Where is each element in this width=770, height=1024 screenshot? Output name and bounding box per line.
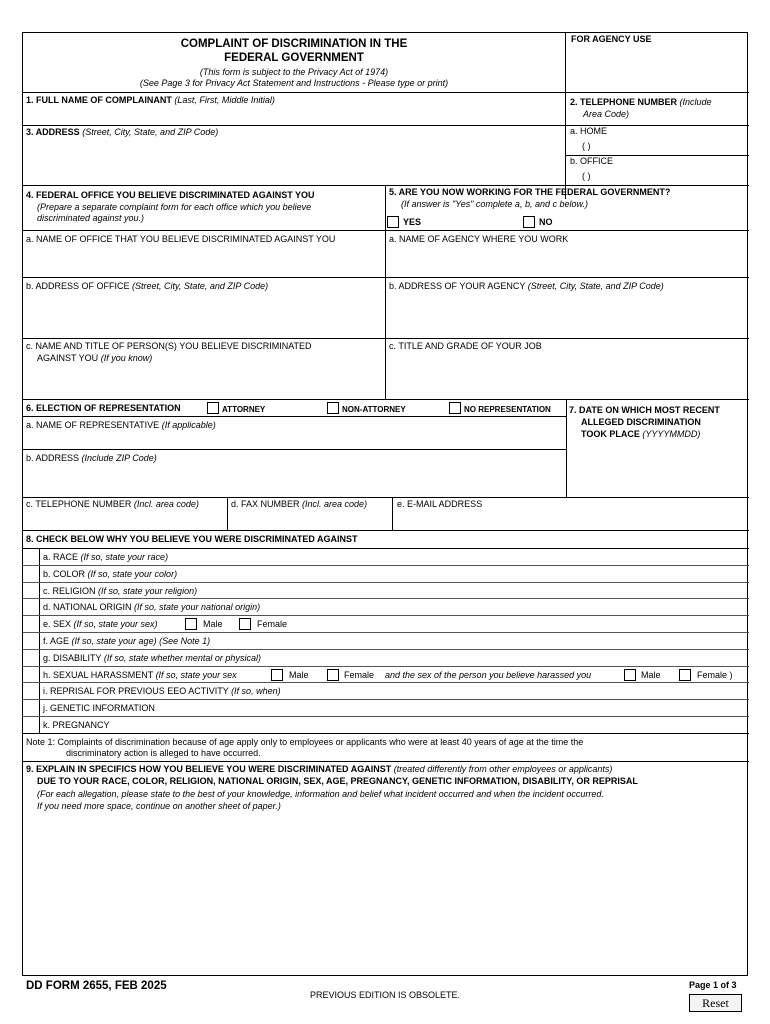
discrimination-basis-row [23, 549, 749, 566]
representative-email-field[interactable] [392, 511, 749, 529]
basis-checkbox[interactable] [23, 650, 40, 667]
home-phone-label: a. HOME [570, 126, 608, 136]
representative-name-field[interactable] [23, 431, 566, 451]
section5-hint: (If answer is "Yes" complete a, b, and c below.) [401, 199, 588, 209]
harassment-own-male-label: Male [289, 669, 309, 680]
representative-email-label: e. E-MAIL ADDRESS [397, 499, 483, 509]
discrimination-basis-row [23, 650, 749, 667]
basis-checkbox[interactable] [23, 633, 40, 650]
basis-label: a. RACE (If so, state your race) [43, 552, 169, 562]
no-representation-label: NO REPRESENTATION [464, 405, 551, 414]
section4-hint1: (Prepare a separate complaint form for each office which you believe [37, 202, 312, 212]
basis-label: e. SEX (If so, state your sex) [43, 619, 158, 630]
no-checkbox[interactable] [523, 216, 535, 228]
yes-checkbox[interactable] [387, 216, 399, 228]
basis-label: k. PREGNANCY [43, 720, 110, 730]
discrimination-basis-row [23, 633, 749, 650]
agency-use-box [565, 33, 749, 93]
office-address-label: b. ADDRESS OF OFFICE (Street, City, State, and ZIP Code) [26, 281, 269, 291]
representative-fax-label: d. FAX NUMBER (Incl. area code) [231, 499, 368, 509]
harassment-other-male-checkbox[interactable] [624, 669, 636, 681]
discrimination-basis-row [23, 566, 749, 583]
section9-line3: (For each allegation, please state to the best of your knowledge, information and belief what incident occurred and when the incident occurred. [37, 789, 604, 799]
person-name-field[interactable] [23, 365, 385, 399]
non-attorney-label: NON-ATTORNEY [342, 405, 406, 414]
section7-label2: ALLEGED DISCRIMINATION [581, 417, 701, 427]
basis-label: f. AGE (If so, state your age) (See Note 1) [43, 636, 211, 646]
basis-checkbox[interactable] [23, 616, 40, 633]
harassment-other-female-checkbox[interactable] [679, 669, 691, 681]
address-field[interactable] [23, 139, 565, 187]
representative-fax-field[interactable] [227, 511, 392, 529]
attorney-label: ATTORNEY [222, 405, 266, 414]
harassment-other-male-label: Male [641, 669, 661, 680]
basis-checkbox[interactable] [23, 583, 40, 600]
sex-male-checkbox[interactable] [185, 618, 197, 630]
non-attorney-checkbox[interactable] [327, 402, 339, 414]
telephone-label: 2. TELEPHONE NUMBER (Include [570, 97, 712, 107]
basis-checkbox[interactable] [23, 599, 40, 616]
representative-phone-field[interactable] [23, 511, 227, 529]
form-id: DD FORM 2655, FEB 2025 [26, 980, 167, 992]
sex-female-label: Female [257, 619, 288, 630]
sex-male-label: Male [203, 619, 223, 630]
form-title-line2: FEDERAL GOVERNMENT [224, 52, 364, 64]
discrimination-basis-row [23, 683, 749, 700]
no-representation-checkbox[interactable] [449, 402, 461, 414]
agency-use-label: FOR AGENCY USE [571, 34, 652, 44]
discrimination-basis-row [23, 599, 749, 616]
note1-line1: Note 1: Complaints of discrimination because of age apply only to employees or applicants who were at least 40 years of age at the time the [26, 737, 584, 747]
see-page-note: (See Page 3 for Privacy Act Statement and Instructions - Please type or print) [139, 78, 449, 88]
basis-checkbox[interactable] [23, 566, 40, 583]
no-label: NO [539, 217, 553, 227]
reset-button[interactable]: Reset [689, 994, 742, 1012]
address-label: 3. ADDRESS (Street, City, State, and ZIP Code) [26, 127, 219, 137]
person-name-label1: c. NAME AND TITLE OF PERSON(S) YOU BELIEVE DISCRIMINATED [26, 341, 312, 351]
harassment-other-label: and the sex of the person you believe harassed you [385, 669, 592, 680]
harassment-own-female-label: Female [344, 669, 375, 680]
full-name-label: 1. FULL NAME OF COMPLAINANT (Last, First, Middle Initial) [26, 95, 275, 105]
representative-name-label: a. NAME OF REPRESENTATIVE (If applicable) [26, 420, 216, 430]
agency-name-label: a. NAME OF AGENCY WHERE YOU WORK [389, 234, 569, 244]
basis-checkbox[interactable] [23, 549, 40, 566]
basis-checkbox[interactable] [23, 683, 40, 700]
section9-line4: If you need more space, continue on another sheet of paper.) [37, 801, 281, 811]
representative-address-label: b. ADDRESS (Include ZIP Code) [26, 453, 157, 463]
harassment-own-female-checkbox[interactable] [327, 669, 339, 681]
discrimination-basis-row [23, 616, 749, 633]
agency-address-field[interactable] [385, 293, 749, 339]
office-name-field[interactable] [23, 245, 385, 279]
section8-label: 8. CHECK BELOW WHY YOU BELIEVE YOU WERE DISCRIMINATED AGAINST [26, 534, 358, 544]
basis-label: c. RELIGION (If so, state your religion) [43, 585, 198, 596]
office-name-label: a. NAME OF OFFICE THAT YOU BELIEVE DISCRIMINATED AGAINST YOU [26, 234, 336, 244]
harassment-own-male-checkbox[interactable] [271, 669, 283, 681]
harassment-other-female-label: Female ) [697, 669, 733, 680]
yes-label: YES [403, 217, 422, 227]
discrimination-basis-row [23, 700, 749, 717]
representative-phone-label: c. TELEPHONE NUMBER (Incl. area code) [26, 499, 199, 509]
privacy-act-note: (This form is subject to the Privacy Act of 1974) [199, 67, 389, 77]
section5-label: 5. ARE YOU NOW WORKING FOR THE FEDERAL GOVERNMENT? [389, 187, 671, 197]
basis-checkbox[interactable] [23, 700, 40, 717]
section7-label1: 7. DATE ON WHICH MOST RECENT [569, 405, 720, 415]
section9-line2: DUE TO YOUR RACE, COLOR, RELIGION, NATIONAL ORIGIN, SEX, AGE, PREGNANCY, GENETIC INFORMATION, DISABILITY, OR REPRISAL [37, 776, 638, 786]
obsolete-note: PREVIOUS EDITION IS OBSOLETE. [309, 990, 461, 1000]
discrimination-date-field[interactable] [566, 443, 749, 498]
full-name-field[interactable] [23, 105, 565, 125]
sex-female-checkbox[interactable] [239, 618, 251, 630]
section7-label3: TOOK PLACE (YYYYMMDD) [581, 429, 701, 439]
section6-label: 6. ELECTION OF REPRESENTATION [26, 403, 181, 413]
section4-label: 4. FEDERAL OFFICE YOU BELIEVE DISCRIMINATED AGAINST YOU [26, 190, 315, 200]
section9-label: 9. EXPLAIN IN SPECIFICS HOW YOU BELIEVE YOU WERE DISCRIMINATED AGAINST (treated differently from other employees or applicants) [26, 764, 613, 774]
agency-address-label: b. ADDRESS OF YOUR AGENCY (Street, City, State, and ZIP Code) [389, 281, 664, 291]
basis-label: d. NATIONAL ORIGIN (If so, state your national origin) [43, 602, 261, 613]
basis-label: g. DISABILITY (If so, state whether mental or physical) [43, 652, 261, 663]
basis-checkbox[interactable] [23, 717, 40, 734]
job-title-field[interactable] [385, 353, 749, 399]
discrimination-basis-row [23, 583, 749, 600]
basis-label: b. COLOR (If so, state your color) [43, 568, 178, 579]
office-address-field[interactable] [23, 293, 385, 339]
job-title-label: c. TITLE AND GRADE OF YOUR JOB [389, 341, 542, 351]
telephone-hint: Area Code) [583, 109, 630, 119]
explanation-field[interactable] [23, 815, 749, 975]
agency-name-field[interactable] [385, 245, 749, 279]
basis-checkbox[interactable] [23, 667, 40, 684]
form-title-line1: COMPLAINT OF DISCRIMINATION IN THE [180, 38, 408, 50]
home-phone-field[interactable]: ( ) [582, 141, 591, 151]
representative-address-field[interactable] [23, 465, 566, 497]
page-number: Page 1 of 3 [689, 980, 737, 990]
basis-label: j. GENETIC INFORMATION [43, 703, 155, 714]
person-name-label2: AGAINST YOU (If you know) [37, 353, 153, 363]
complaint-form [22, 32, 748, 976]
basis-label: i. REPRISAL FOR PREVIOUS EEO ACTIVITY (If so, when) [43, 686, 281, 697]
office-phone-field[interactable]: ( ) [582, 171, 591, 181]
discrimination-basis-row [23, 717, 749, 734]
note1-line2: discriminatory action is alleged to have occurred. [66, 748, 261, 758]
section4-hint2: discriminated against you.) [37, 213, 145, 223]
attorney-checkbox[interactable] [207, 402, 219, 414]
office-phone-label: b. OFFICE [570, 156, 614, 166]
basis-label: h. SEXUAL HARASSMENT (If so, state your sex [43, 669, 237, 680]
discrimination-basis-row [23, 667, 749, 684]
